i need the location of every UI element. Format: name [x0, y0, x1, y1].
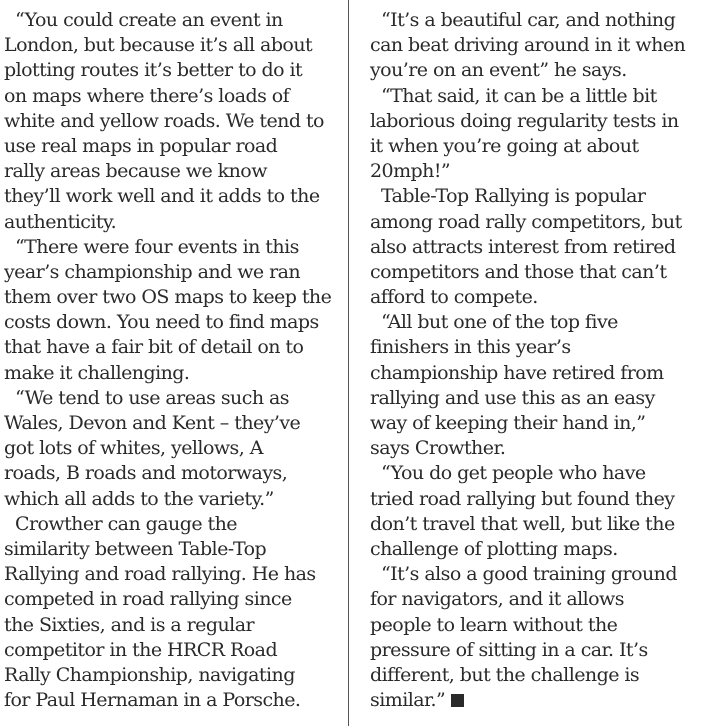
text-line: got lots of whites, yellows, A	[4, 437, 263, 460]
text-line: laborious doing regularity tests in	[370, 109, 679, 132]
text-line: “You could create an event in	[4, 9, 283, 31]
text-line: roads, B roads and motorways,	[4, 462, 288, 485]
text-line: “It’s also a good training ground	[370, 563, 677, 586]
text-line: “You do get people who have	[370, 462, 646, 485]
text-line: people to learn without the	[370, 613, 618, 636]
text-line: rallying and use this as an easy	[370, 386, 655, 409]
text-line: “That said, it can be a little bit	[370, 84, 657, 107]
text-line: says Crowther.	[370, 437, 506, 460]
text-line: which all adds to the variety.”	[4, 487, 274, 510]
text-line: “It’s a beautiful car, and nothing	[370, 9, 676, 31]
text-line: among road rally competitors, but	[370, 210, 682, 233]
text-line: make it challenging.	[4, 361, 190, 384]
text-line: Crowther can gauge the	[4, 512, 237, 535]
text-line: competed in road rallying since	[4, 588, 292, 611]
text-line: the Sixties, and is a regular	[4, 613, 255, 636]
text-line: year’s championship and we ran	[4, 260, 301, 283]
text-line: tried road rallying but found they	[370, 487, 675, 510]
text-line: for navigators, and it allows	[370, 588, 624, 611]
text-line: finishers in this year’s	[370, 336, 571, 359]
text-line: afford to compete.	[370, 286, 538, 309]
last-line	[370, 688, 700, 713]
text-line: similarity between Table-Top	[4, 537, 267, 560]
text-line: challenge of plotting maps.	[370, 537, 618, 560]
text-line: white and yellow roads. We tend to	[4, 109, 324, 132]
text-line: on maps where there’s loads of	[4, 84, 290, 107]
text-line: London, but because it’s all about	[4, 34, 313, 57]
text-line: competitors and those that can’t	[370, 260, 667, 283]
text-line: also attracts interest from retired	[370, 235, 676, 258]
text-line: competitor in the HRCR Road	[4, 638, 278, 661]
text-line: them over two OS maps to keep the	[4, 286, 332, 309]
end-of-article-mark	[451, 694, 464, 707]
text-line: championship have retired from	[370, 361, 664, 384]
text-line: different, but the challenge is	[370, 663, 640, 686]
text-line: pressure of sitting in a car. It’s	[370, 638, 648, 661]
text-line: for Paul Hernaman in a Porsche.	[4, 689, 301, 712]
text-line: you’re on an event” he says.	[370, 59, 627, 82]
text-line: that have a fair bit of detail on to	[4, 336, 304, 359]
text-line: use real maps in popular road	[4, 134, 278, 157]
text-line: Rallying and road rallying. He has	[4, 563, 316, 586]
text-line: Table-Top Rallying is popular	[370, 185, 646, 208]
text-line: Rally Championship, navigating	[4, 663, 295, 686]
text-line: plotting routes it’s better to do it	[4, 59, 303, 82]
text-line: Wales, Devon and Kent – they’ve	[4, 412, 301, 434]
text-line: can beat driving around in it when	[370, 34, 686, 57]
text-line: rally areas because we know	[4, 160, 267, 183]
text-line: don’t travel that well, but like the	[370, 512, 675, 535]
text-line: “All but one of the top five	[370, 311, 618, 334]
article-column-left	[4, 8, 334, 713]
text-line: 20mph!”	[370, 160, 451, 183]
text-line: costs down. You need to find maps	[4, 311, 319, 334]
text-line: they’ll work well and it adds to the	[4, 185, 320, 208]
text-line: “There were four events in this	[4, 235, 299, 258]
article-column-right	[370, 8, 700, 713]
text-line: it when you’re going at about	[370, 134, 639, 157]
text-line: similar.”	[370, 689, 446, 712]
column-divider	[348, 0, 349, 726]
text-line: authenticity.	[4, 210, 117, 233]
text-line: way of keeping their hand in,”	[370, 412, 646, 434]
text-line: “We tend to use areas such as	[4, 386, 289, 409]
